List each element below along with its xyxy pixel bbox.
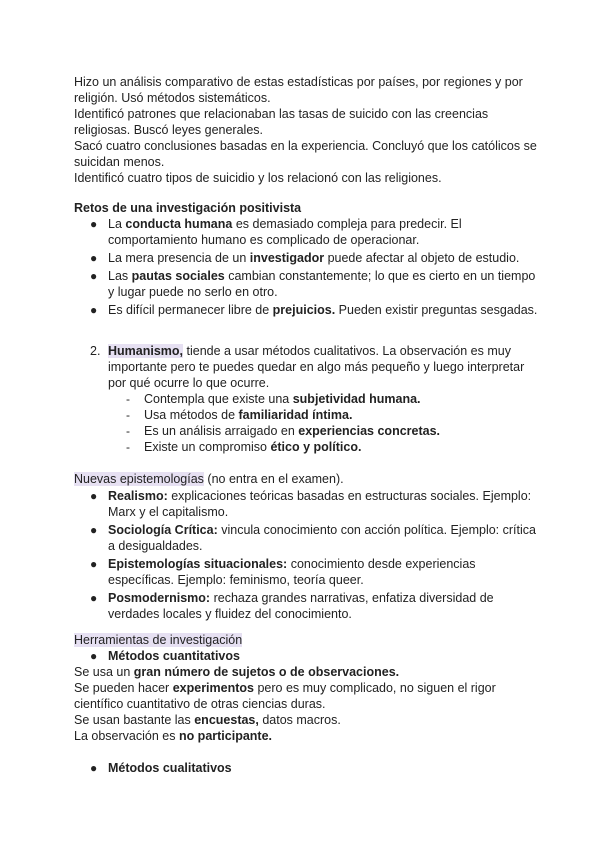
bullet-icon: ● [90,761,98,775]
bold-term: pautas sociales [131,269,225,283]
retos-heading: Retos de una investigación positivista [74,201,302,215]
bold-term: Humanismo, [108,344,184,358]
bold-term: subjetividad humana. [292,392,421,406]
retos-list [90,216,538,320]
intro-line: Hizo un análisis comparativo de estas estadísticas por países, por regiones y por [74,75,523,89]
intro-line: suicidan menos. [74,155,165,169]
nuevas-list [90,488,536,624]
dash-marker: - [126,424,130,438]
highlighted-heading: Nuevas epistemologías [74,472,204,486]
cuantitativos-paragraph: Se usa un gran número de sujetos o de observaciones. Se pueden hacer experimentos pero es muy complicado, no siguen el rigor científico cuantitativo de otras ciencias duras. Se usan bastante las encuestas, datos macros. La observación es no participante. [74,665,496,743]
list-item: ● La mera presencia de un investigador puede afectar al objeto de estudio. [90,251,520,265]
bold-term: Métodos cuantitativos [108,649,240,663]
humanismo-sublist [126,391,526,455]
list-item: ● Epistemologías situacionales: conocimiento desde experiencias específicas. Ejemplo: feminismo, teoría queer. [90,557,476,587]
bullet-icon: ● [90,489,98,503]
list-item: - Contempla que existe una subjetividad humana. [126,392,421,406]
list-item: ● Es difícil permanecer libre de prejuicios. Pueden existir preguntas sesgadas. [90,303,538,317]
bold-term: conducta humana [125,217,233,231]
bold-term: gran número de sujetos o de observaciones. [133,665,400,679]
list-item: - Existe un compromiso ético y político. [126,440,362,454]
intro-line: Identificó patrones que relacionaban las tasas de suicido con las creencias [74,107,489,121]
bullet-icon: ● [90,269,98,283]
list-item: ● Sociología Crítica: vincula conocimiento con acción política. Ejemplo: crítica a desigualdades. [90,523,536,553]
list-item: ● Realismo: explicaciones teóricas basadas en estructuras sociales. Ejemplo: Marx y el capitalismo. [90,489,532,519]
bullet-icon: ● [90,523,98,537]
bold-term: prejuicios. [272,303,336,317]
bold-term: Métodos cualitativos [108,761,232,775]
herramientas-heading [74,632,534,648]
highlighted-heading: Herramientas de investigación [74,633,243,647]
dash-marker: - [126,408,130,422]
cualitativos-item [90,760,530,778]
humanismo-item [90,343,530,393]
bold-term: experimentos [172,681,254,695]
bullet-icon: ● [90,591,98,605]
bold-term: experiencias concretas. [298,424,441,438]
list-item: ● La conducta humana es demasiado compleja para predecir. El comportamiento humano es complicado de operacionar. [90,217,462,247]
list-item: - Usa métodos de familiaridad íntima. [126,408,353,422]
bold-term: Epistemologías situacionales: [108,557,288,571]
dash-marker: - [126,392,130,406]
bold-term: familiaridad íntima. [238,408,353,422]
bold-term: encuestas, [194,713,259,727]
list-item: - Es un análisis arraigado en experiencias concretas. [126,424,441,438]
dash-marker: - [126,440,130,454]
bold-term: ético y político. [270,440,362,454]
intro-line: religiosas. Buscó leyes generales. [74,123,263,137]
bullet-icon: ● [90,303,98,317]
list-item: ● Posmodernismo: rechaza grandes narrativas, enfatiza diversidad de verdades locales y fluidez del conocimiento. [90,591,494,621]
bullet-icon: ● [90,251,98,265]
bullet-icon: ● [90,217,98,231]
list-item [90,648,530,664]
intro-paragraph [74,74,537,186]
numbered-item: 2. Humanismo, tiende a usar métodos cualitativos. La observación es muy importante pero te puedes quedar en algo más pequeño y luego interpretar por qué ocurre lo que ocurre. [90,344,525,390]
bold-term: investigador [249,251,325,265]
bullet-icon: ● [90,649,98,663]
intro-line: religión. Usó métodos sistemáticos. [74,91,271,105]
bold-term: Posmodernismo: [108,591,211,605]
bold-term: Sociología Crítica: [108,523,218,537]
intro-line: Identificó cuatro tipos de suicidio y los relacionó con las religiones. [74,171,442,185]
list-item: ● Las pautas sociales cambian constantemente; lo que es cierto en un tiempo y lugar puede no serlo en otro. [90,269,536,299]
bold-term: no participante. [178,729,273,743]
list-number: 2. [90,344,101,358]
bold-term: Realismo: [108,489,168,503]
intro-line: Sacó cuatro conclusiones basadas en la experiencia. Concluyó que los católicos se [74,139,537,153]
nuevas-heading: Nuevas epistemologías (no entra en el examen). [74,472,344,486]
list-item [90,760,530,776]
bullet-icon: ● [90,557,98,571]
